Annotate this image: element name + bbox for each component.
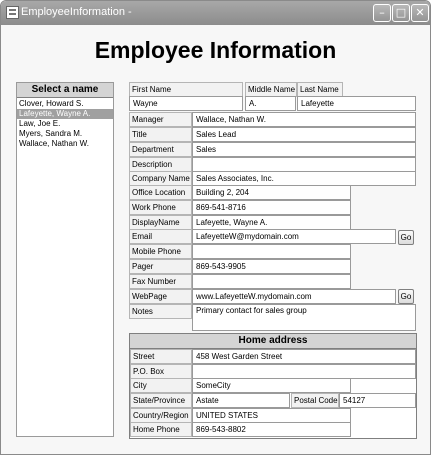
- list-item-selected[interactable]: Lafeyette, Wayne A.: [17, 109, 113, 119]
- office-location-field[interactable]: Building 2, 204: [192, 185, 351, 200]
- state-label: State/Province: [130, 393, 192, 408]
- webpage-label: WebPage: [129, 289, 192, 304]
- webpage-field[interactable]: www.LafeyetteW.mydomain.com: [192, 289, 396, 304]
- street-label: Street: [130, 349, 192, 364]
- middle-name-field[interactable]: A.: [245, 96, 296, 111]
- middle-name-label: Middle Name: [245, 82, 297, 97]
- maximize-button[interactable]: □: [392, 4, 410, 22]
- list-item[interactable]: Law, Joe E.: [19, 119, 61, 128]
- window-title: EmployeeInformation -: [21, 6, 132, 18]
- fax-number-field[interactable]: [192, 274, 351, 289]
- city-field[interactable]: SomeCity: [192, 378, 351, 393]
- mobile-phone-field[interactable]: [192, 244, 351, 259]
- company-name-label: Company Name: [129, 171, 192, 186]
- state-field[interactable]: Astate: [192, 393, 290, 408]
- country-label: Country/Region: [130, 408, 192, 423]
- title-label: Title: [129, 127, 192, 142]
- first-name-field[interactable]: Wayne: [129, 96, 243, 111]
- company-name-field[interactable]: Sales Associates, Inc.: [192, 171, 416, 186]
- po-box-label: P.O. Box: [130, 364, 192, 379]
- country-field[interactable]: UNITED STATES: [192, 408, 351, 423]
- list-item[interactable]: Myers, Sandra M.: [19, 129, 83, 138]
- email-go-button[interactable]: Go: [398, 230, 414, 245]
- pager-label: Pager: [129, 259, 192, 274]
- pager-field[interactable]: 869-543-9905: [192, 259, 351, 274]
- office-location-label: Office Location: [129, 185, 192, 200]
- street-field[interactable]: 458 West Garden Street: [192, 349, 416, 364]
- listbox-header: Select a name: [17, 83, 113, 98]
- po-box-field[interactable]: [192, 364, 416, 379]
- description-field[interactable]: [192, 157, 416, 172]
- work-phone-label: Work Phone: [129, 200, 192, 215]
- manager-field[interactable]: Wallace, Nathan W.: [192, 112, 416, 127]
- minimize-button[interactable]: –: [373, 4, 391, 22]
- last-name-label: Last Name: [297, 82, 343, 97]
- close-button[interactable]: ✕: [411, 4, 429, 22]
- home-address-header: Home address: [130, 334, 416, 349]
- email-field[interactable]: LafeyetteW@mydomain.com: [192, 229, 396, 244]
- notes-field[interactable]: Primary contact for sales group: [192, 304, 416, 331]
- postal-code-field[interactable]: 54127: [339, 393, 416, 408]
- list-item[interactable]: Wallace, Nathan W.: [19, 139, 89, 148]
- email-label: Email: [129, 229, 192, 244]
- page-title: Employee Information: [94, 37, 337, 63]
- home-phone-label: Home Phone: [130, 422, 192, 437]
- app-icon: [6, 6, 19, 19]
- webpage-go-button[interactable]: Go: [398, 289, 414, 304]
- display-name-label: DisplayName: [129, 215, 192, 230]
- display-name-field[interactable]: Lafeyette, Wayne A.: [192, 215, 351, 230]
- department-label: Department: [129, 142, 192, 157]
- fax-number-label: Fax Number: [129, 274, 192, 289]
- home-phone-field[interactable]: 869-543-8802: [192, 422, 351, 437]
- mobile-phone-label: Mobile Phone: [129, 244, 192, 259]
- title-bar: [1, 1, 430, 25]
- title-field[interactable]: Sales Lead: [192, 127, 416, 142]
- city-label: City: [130, 378, 192, 393]
- work-phone-field[interactable]: 869-541-8716: [192, 200, 351, 215]
- name-listbox[interactable]: [16, 82, 114, 437]
- last-name-field[interactable]: Lafeyette: [297, 96, 416, 111]
- description-label: Description: [129, 157, 192, 172]
- notes-label: Notes: [129, 304, 192, 319]
- first-name-label: First Name: [129, 82, 243, 97]
- manager-label: Manager: [129, 112, 192, 127]
- list-item[interactable]: Clover, Howard S.: [19, 99, 84, 108]
- department-field[interactable]: Sales: [192, 142, 416, 157]
- postal-code-label: Postal Code: [291, 393, 339, 408]
